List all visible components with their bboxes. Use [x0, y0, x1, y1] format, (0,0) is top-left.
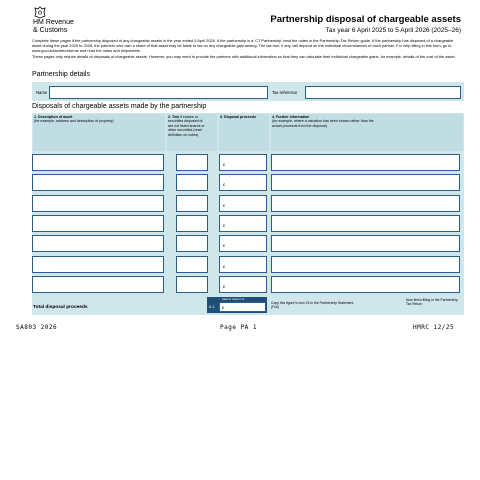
intro-paragraph-2: These pages only require details of disposals of chargeable assets. However, you may need to provide the partners with additional information so that they can calculate their individual chargeable gains, for example, details of the cost of the asset.: [32, 54, 456, 59]
description-input[interactable]: [32, 215, 164, 232]
further-info-input[interactable]: [271, 195, 460, 212]
tick-box[interactable]: [176, 276, 208, 293]
tick-box[interactable]: [176, 256, 208, 273]
currency-symbol: £: [223, 263, 226, 269]
footer-version: HMRC 12/25: [413, 324, 455, 331]
tick-box[interactable]: [176, 174, 208, 191]
further-info-input[interactable]: [271, 215, 460, 232]
col4-title: 4. Further information: [272, 115, 310, 119]
currency-symbol: £: [223, 182, 226, 188]
col1-header: [34, 115, 164, 124]
tax-reference-input[interactable]: [305, 86, 461, 99]
further-info-input[interactable]: [271, 174, 460, 191]
continue-note: Now finish filling in the Partnership Tax Return: [406, 298, 458, 307]
further-info-input[interactable]: [271, 256, 460, 273]
partnership-details-heading: Partnership details: [32, 71, 90, 78]
col2-note-a: if shares or: [179, 115, 198, 119]
col4-header: [272, 115, 382, 128]
currency-symbol: £: [223, 202, 226, 208]
disposals-heading: Disposals of chargeable assets made by the partnership: [32, 103, 207, 110]
org-name-line1: HM Revenue: [33, 19, 74, 26]
proceeds-input[interactable]: [219, 256, 267, 273]
copy-note: Copy this figure to box 24 in the Partnership Statement (Full): [271, 301, 354, 310]
description-input[interactable]: [32, 154, 164, 171]
footer-form-code: SA803 2026: [16, 324, 58, 331]
tax-year: Tax year 6 April 2025 to 5 April 2026 (2025–26): [325, 27, 461, 34]
tick-box[interactable]: [176, 235, 208, 252]
org-name-line2: & Customs: [33, 27, 68, 34]
description-input[interactable]: [32, 256, 164, 273]
crest-logo-icon: [33, 6, 47, 19]
total-box-number: 6.1: [209, 304, 215, 309]
name-label: Name: [36, 90, 48, 95]
col3-title: 3. Disposal proceeds: [220, 115, 256, 119]
col3-header: [220, 115, 268, 119]
total-currency-symbol: £: [222, 305, 225, 310]
proceeds-input[interactable]: [219, 154, 267, 171]
currency-symbol: £: [223, 222, 226, 228]
proceeds-input[interactable]: [219, 276, 267, 293]
further-info-input[interactable]: [271, 276, 460, 293]
col3-header-bg: [219, 114, 269, 151]
total-proceeds-input[interactable]: [219, 302, 266, 312]
col2-title: 2. Tick: [168, 115, 180, 119]
total-label: Total disposal proceeds: [33, 305, 88, 310]
footer-page-number: Page PA 1: [220, 324, 258, 331]
intro-text: [32, 38, 462, 59]
intro-paragraph-1: Complete these pages if the partnership disposed of any chargeable assets in the year ended 5 April 2026. If the partnership is a ‘CT Partnership’ read the notes in the Partnership Tax Return guide. If the partnership has disposed of a chargeable asset during the year 2025 to 2026, the partners who own a share of that asset may be liable to tax on any chargeable gain arising. The tax due, if any, will depend on the individual circumstances of each partner. For help filling in this form, go to www.gov.uk/taxreturnforms and read the notes and helpsheets.: [32, 38, 454, 53]
currency-symbol: £: [223, 283, 226, 289]
col2-note-e: definition on notes): [168, 132, 199, 137]
name-input[interactable]: [49, 86, 268, 99]
proceeds-input[interactable]: [219, 235, 267, 252]
proceeds-input[interactable]: [219, 215, 267, 232]
col2-note-b: securities disposed of: [168, 119, 203, 124]
col2-note-c: are not listed shares or: [168, 123, 205, 128]
tick-box[interactable]: [176, 195, 208, 212]
form-title: Partnership disposal of chargeable assets: [270, 14, 461, 25]
currency-symbol: £: [223, 162, 226, 167]
total-sub-label: total of column 3: [222, 297, 245, 301]
description-input[interactable]: [32, 235, 164, 252]
col1-title: 1. Description of asset: [34, 115, 73, 119]
description-input[interactable]: [32, 174, 164, 191]
description-input[interactable]: [32, 195, 164, 212]
col4-note: (for example, where a valuation has been shown rather than the actual proceeds from the disposal): [272, 119, 374, 128]
col1-note: (for example, address and description of property): [34, 119, 114, 124]
description-input[interactable]: [32, 276, 164, 293]
tick-box[interactable]: [176, 154, 208, 171]
further-info-input[interactable]: [271, 235, 460, 252]
proceeds-input[interactable]: [219, 174, 267, 191]
proceeds-input[interactable]: [219, 195, 267, 212]
currency-symbol: £: [223, 243, 226, 249]
col2-note-d: other securities (read: [168, 128, 202, 133]
further-info-input[interactable]: [271, 154, 460, 171]
tax-reference-label: Tax reference: [272, 90, 298, 95]
col2-header: [168, 115, 216, 137]
tick-box[interactable]: [176, 215, 208, 232]
